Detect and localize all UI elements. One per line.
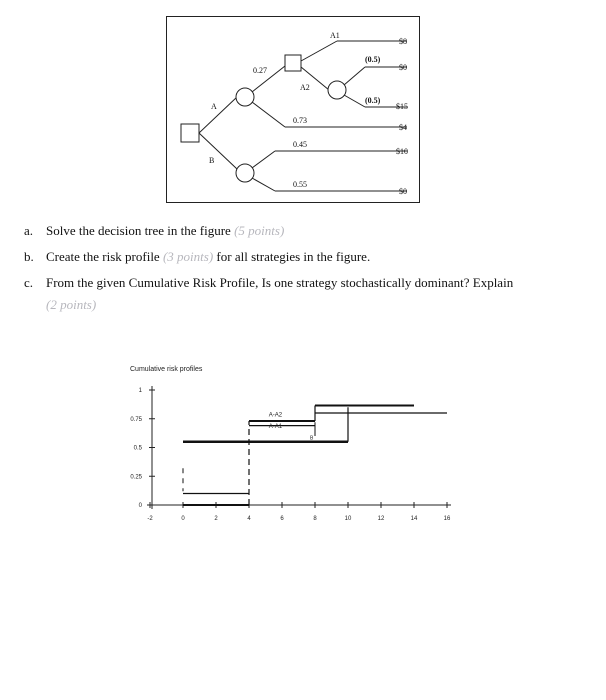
chance-node-a2 [328, 81, 346, 99]
branch-b [199, 133, 237, 169]
y-tick-label: 1 [138, 388, 142, 394]
branch-a [199, 97, 237, 133]
decision-node-a [285, 55, 301, 71]
question-a-letter: a. [24, 223, 34, 238]
y-tick-label: 0.25 [130, 474, 142, 481]
branch-b-up [252, 151, 275, 168]
decision-tree-svg [167, 17, 421, 204]
x-tick-label: -2 [147, 516, 153, 522]
chart-title: Cumulative risk profiles [130, 366, 203, 373]
decision-tree-figure [166, 16, 420, 203]
x-tick-label: 2 [214, 516, 218, 522]
payoff-b-low: $0 [399, 187, 407, 196]
prob-a1-down: (0.5) [365, 96, 381, 105]
question-c-points: (2 points) [46, 297, 97, 312]
payoff-a1-mid: $0 [399, 63, 407, 72]
chart-series [183, 406, 447, 505]
label-b: B [209, 156, 215, 165]
label-a-a2: A-A2 [268, 412, 283, 419]
decision-node-root [181, 124, 199, 142]
cumulative-risk-chart [110, 355, 480, 530]
x-tick-label: 16 [443, 516, 451, 522]
question-b-letter: b. [24, 249, 34, 264]
branch-a2-up [344, 67, 365, 85]
y-tick-label: 0 [138, 503, 142, 509]
payoff-a1-low: $15 [396, 102, 408, 111]
label-a: A [211, 102, 217, 111]
question-c-letter: c. [24, 275, 34, 290]
y-tick-label: 0.75 [130, 416, 142, 423]
x-tick-label: 0 [181, 516, 185, 522]
branch-a-down [252, 102, 285, 127]
prob-a-down: 0.73 [293, 116, 307, 125]
question-a [24, 218, 599, 244]
question-a-points: (5 points) [234, 223, 285, 238]
x-tick-label: 6 [280, 516, 284, 522]
x-tick-label: 14 [410, 516, 418, 522]
payoff-a-low: $4 [399, 123, 407, 132]
question-b-text-after: for all strategies in the figure. [216, 249, 371, 264]
chance-node-a [236, 88, 254, 106]
question-c-points-line [24, 292, 599, 318]
payoff-a1-high: $8 [399, 37, 407, 46]
prob-b-down: 0.55 [293, 180, 307, 189]
branch-a1 [301, 41, 337, 61]
x-tick-label: 10 [344, 516, 352, 522]
question-b-points: (3 points) [162, 249, 214, 264]
branch-a2-down [344, 95, 365, 107]
question-b [24, 244, 599, 270]
label-b: B [310, 435, 314, 442]
question-a-text: Solve the decision tree in the figure [46, 223, 231, 238]
label-a-a1: A-A1 [268, 423, 283, 430]
chart-series-labels [269, 412, 314, 441]
question-b-text: Create the risk profile [46, 249, 160, 264]
branch-b-down [252, 178, 275, 191]
question-list [24, 218, 599, 318]
prob-a1-up: (0.5) [365, 55, 381, 64]
x-tick-label: 12 [377, 516, 385, 522]
label-a2: A2 [300, 83, 310, 92]
prob-a-up: 0.27 [253, 66, 267, 75]
question-c-text: From the given Cumulative Risk Profile, Is one strategy stochastically dominant? Explain [46, 275, 514, 290]
label-a1: A1 [330, 31, 340, 40]
y-tick-label: 0.5 [133, 445, 142, 452]
prob-b-up: 0.45 [293, 140, 307, 149]
chance-node-b [236, 164, 254, 182]
x-tick-label: 8 [313, 516, 317, 522]
payoff-b-high: $10 [396, 147, 408, 156]
x-tick-label: 4 [247, 516, 251, 522]
